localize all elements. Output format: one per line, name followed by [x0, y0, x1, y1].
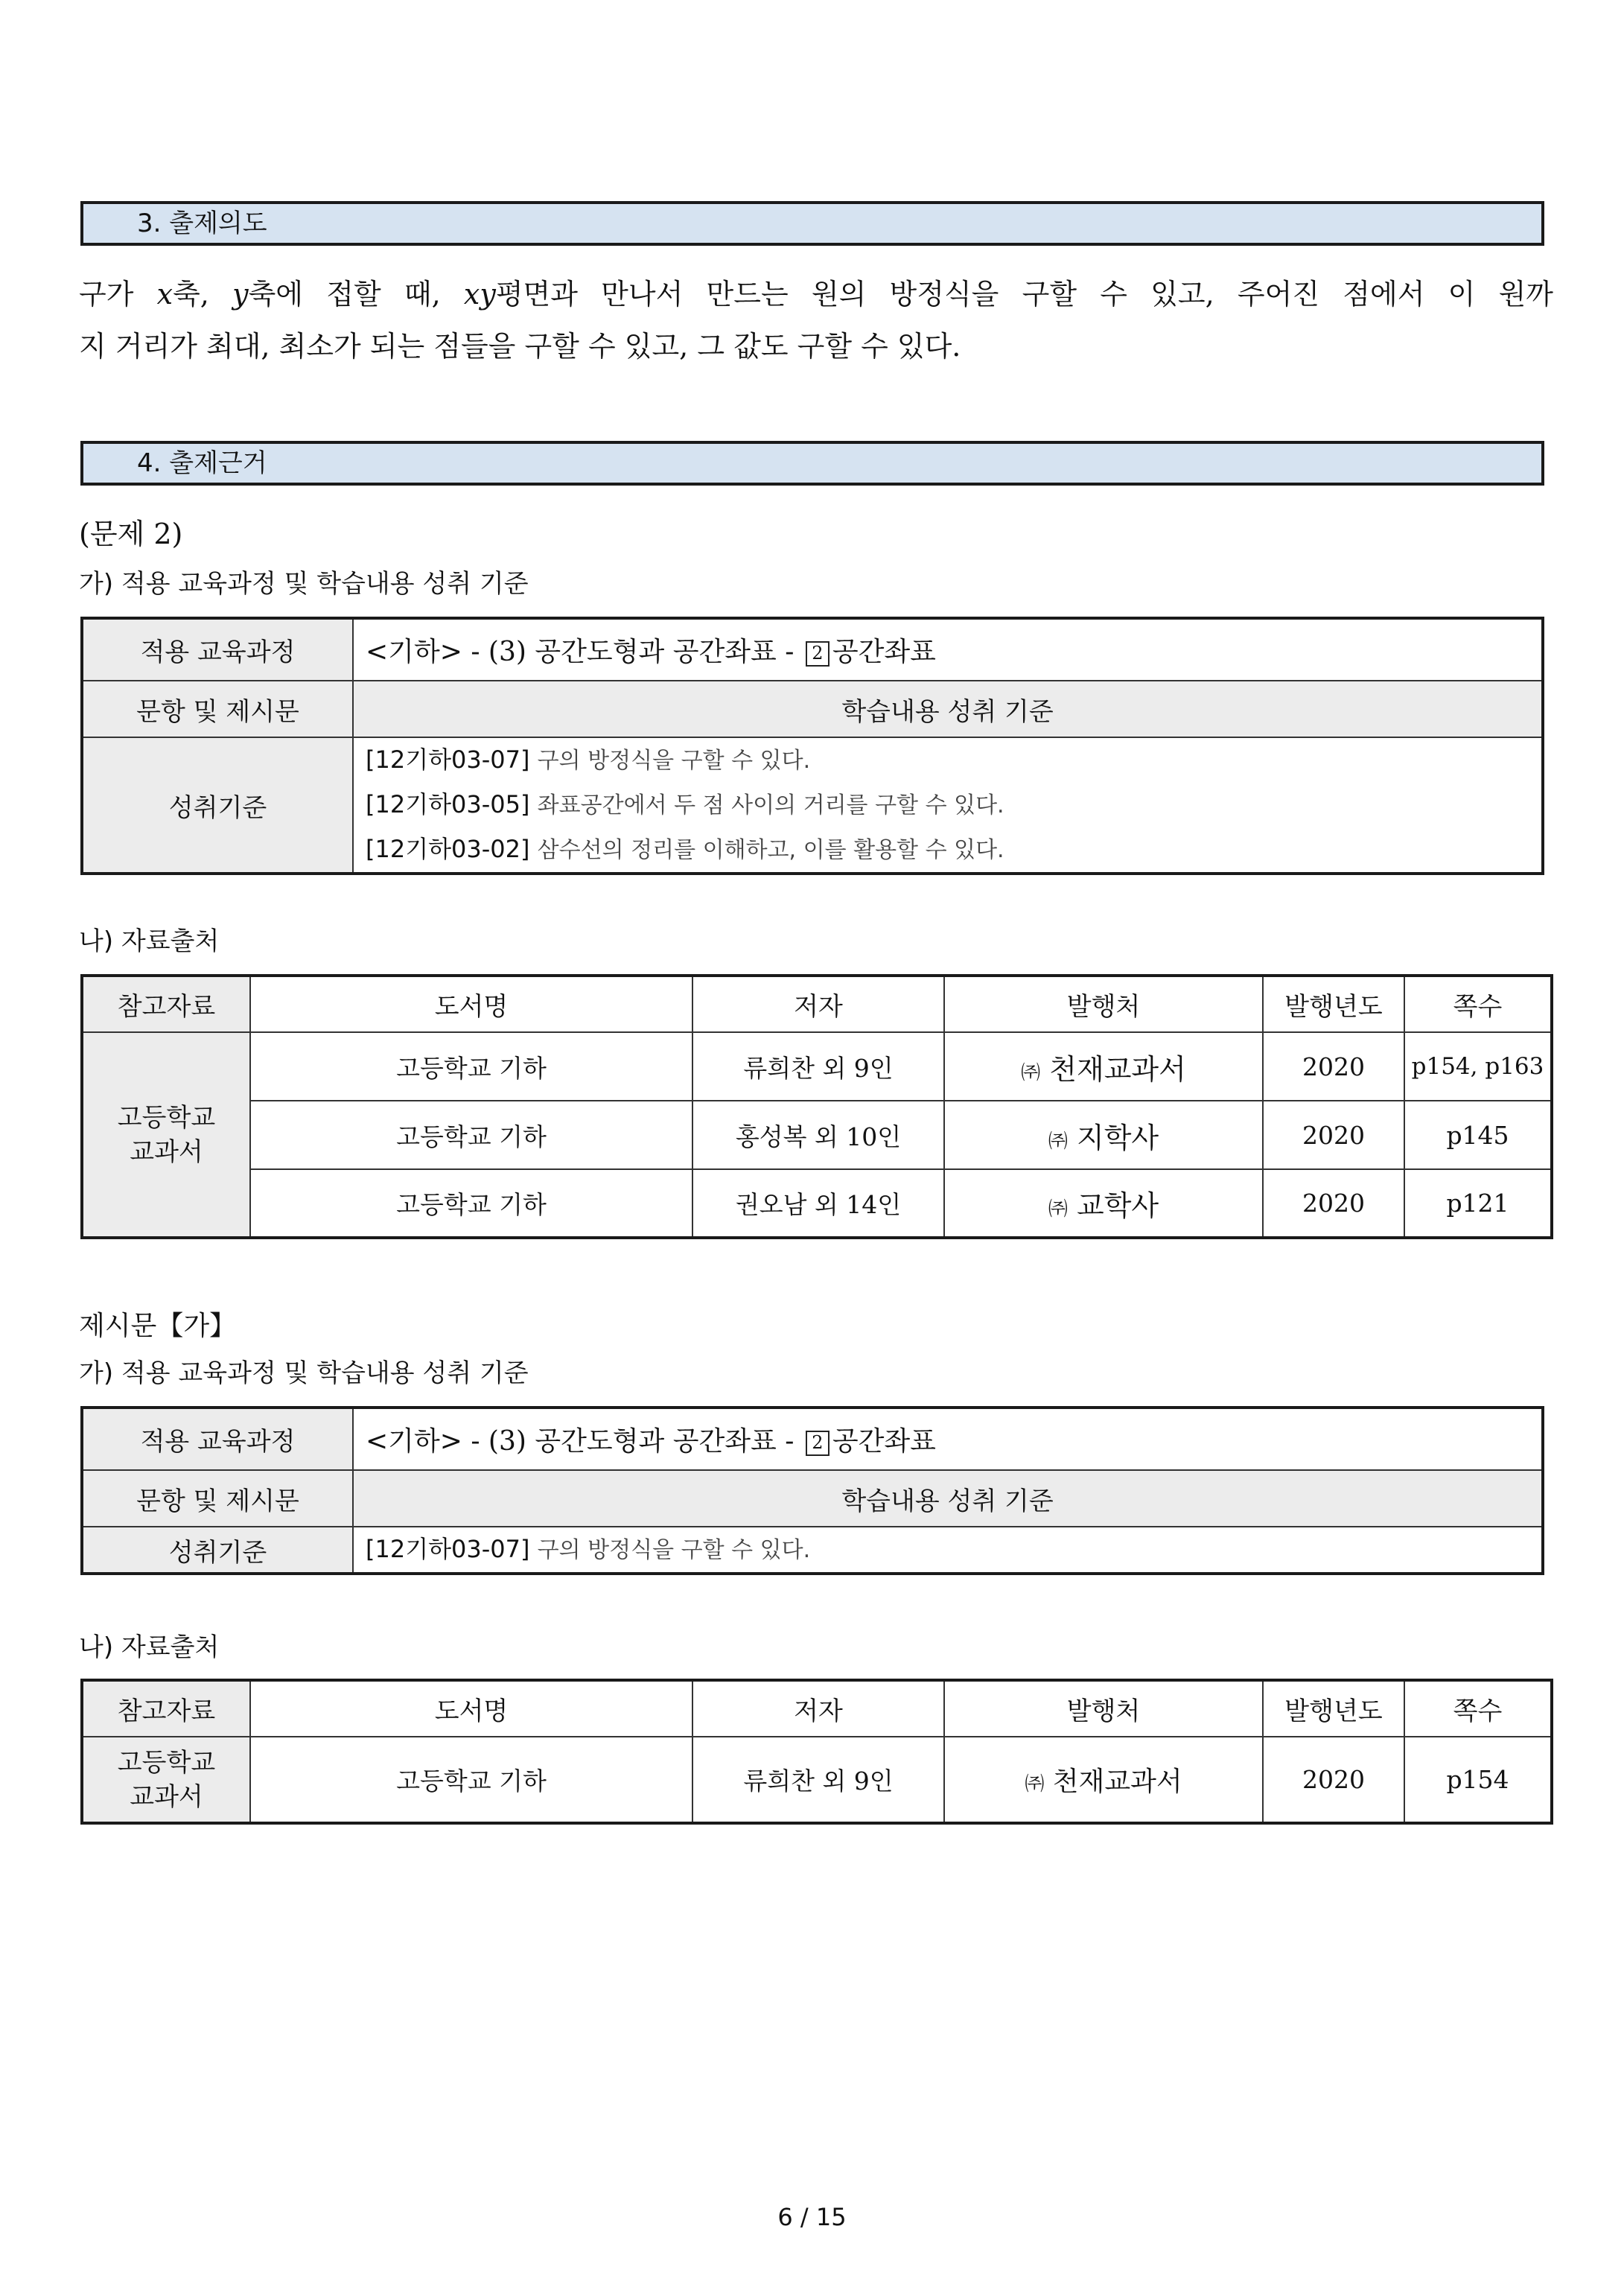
intent-paragraph-line-1: 구가 x축, y축에 접할 때, xy평면과 만나서 만드는 원의 방정식을 구할 수 있고, 주어진 점에서 이 원까 — [79, 278, 1554, 311]
header-pages: 쪽수 — [1404, 976, 1552, 1032]
reference-type: 고등학교 교과서 — [82, 1737, 250, 1823]
header-author: 저자 — [692, 1680, 944, 1737]
source-table — [80, 1679, 1553, 1825]
table-row: 고등학교 기하 권오남 외 14인 ㈜ 교학사 2020 p121 — [82, 1169, 1552, 1238]
reference-type: 고등학교 교과서 — [82, 1032, 250, 1238]
header-author: 저자 — [692, 976, 944, 1032]
table-row: 고등학교 교과서 고등학교 기하 류희찬 외 9인 ㈜ 천재교과서 2020 p154, p163 — [82, 1032, 1552, 1101]
criterion-item: [12기하03-07] 구의 방정식을 구할 수 있다. — [366, 1535, 811, 1563]
source-label: 나) 자료출처 — [79, 1632, 220, 1662]
source-table — [80, 974, 1553, 1239]
section-4-header — [80, 441, 1544, 486]
section-3-title: 3. 출제의도 — [137, 209, 267, 238]
header-pages: 쪽수 — [1404, 1680, 1552, 1737]
achievement-criteria — [353, 1527, 1543, 1574]
achievement-header: 학습내용 성취 기준 — [353, 1470, 1543, 1527]
header-book: 도서명 — [250, 1680, 692, 1737]
table-row: 고등학교 교과서 고등학교 기하 류희찬 외 9인 ㈜ 천재교과서 2020 p154 — [82, 1737, 1552, 1823]
achievement-label: 성취기준 — [82, 737, 353, 874]
section-4-title: 4. 출제근거 — [137, 448, 267, 478]
curriculum-label: 가) 적용 교육과정 및 학습내용 성취 기준 — [79, 1358, 529, 1388]
achievement-header: 학습내용 성취 기준 — [353, 681, 1543, 737]
achievement-criteria — [353, 737, 1543, 874]
curriculum-row-value: <기하> - (3) 공간도형과 공간좌표 - 2 공간좌표 — [353, 1408, 1543, 1470]
header-publisher: 발행처 — [944, 976, 1263, 1032]
criterion-item: [12기하03-02] 삼수선의 정리를 이해하고, 이를 활용할 수 있다. — [366, 835, 1004, 863]
table-row: 고등학교 기하 홍성복 외 10인 ㈜ 지학사 2020 p145 — [82, 1101, 1552, 1169]
curriculum-row-label: 적용 교육과정 — [82, 618, 353, 681]
intent-paragraph-line-2: 지 거리가 최대, 최소가 되는 점들을 구할 수 있고, 그 값도 구할 수 있다. — [79, 330, 961, 363]
section-number-box: 2 — [806, 641, 829, 667]
criterion-item: [12기하03-05] 좌표공간에서 두 점 사이의 거리를 구할 수 있다. — [366, 790, 1004, 818]
section-3-header — [80, 201, 1544, 246]
problem-title: (문제 2) — [79, 518, 183, 550]
item-label: 문항 및 제시문 — [82, 681, 353, 737]
header-publisher: 발행처 — [944, 1680, 1263, 1737]
criterion-item: [12기하03-07] 구의 방정식을 구할 수 있다. — [366, 745, 811, 774]
header-book: 도서명 — [250, 976, 692, 1032]
source-label: 나) 자료출처 — [79, 926, 220, 956]
item-label: 문항 및 제시문 — [82, 1470, 353, 1527]
header-reference: 참고자료 — [82, 976, 250, 1032]
curriculum-table — [80, 1406, 1544, 1575]
curriculum-label: 가) 적용 교육과정 및 학습내용 성취 기준 — [79, 569, 529, 599]
header-year: 발행년도 — [1263, 976, 1404, 1032]
curriculum-row-value: <기하> - (3) 공간도형과 공간좌표 - 2 공간좌표 — [353, 618, 1543, 681]
achievement-label: 성취기준 — [82, 1527, 353, 1574]
section-number-box: 2 — [806, 1431, 829, 1456]
presentation-title: 제시문【가】 — [79, 1311, 237, 1341]
header-reference: 참고자료 — [82, 1680, 250, 1737]
curriculum-table — [80, 617, 1544, 875]
curriculum-row-label: 적용 교육과정 — [82, 1408, 353, 1470]
page-number: 6 / 15 — [777, 2203, 847, 2231]
header-year: 발행년도 — [1263, 1680, 1404, 1737]
